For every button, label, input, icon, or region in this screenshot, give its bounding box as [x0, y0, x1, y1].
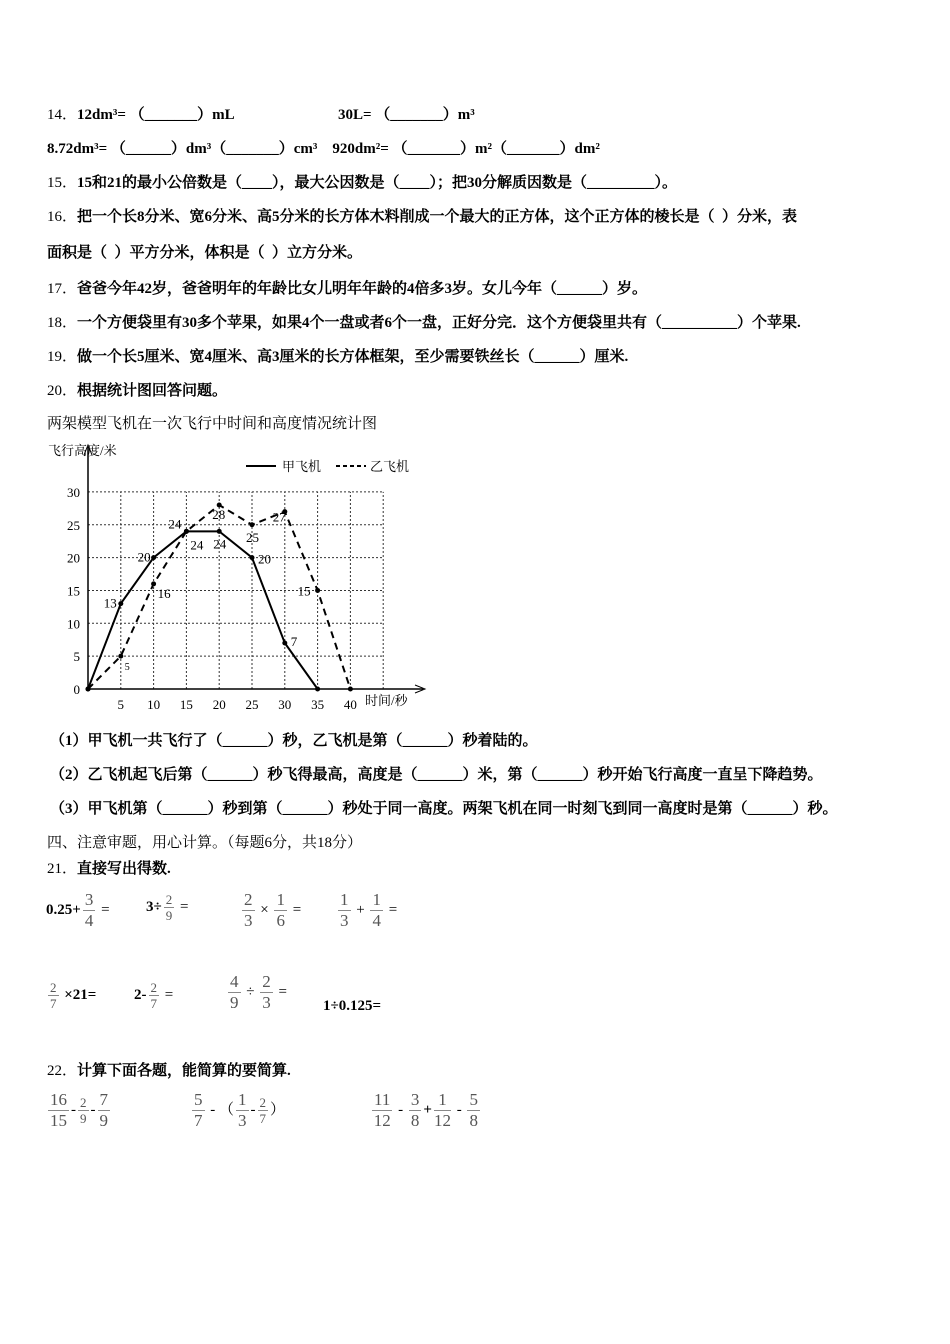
- q21-text: 直接写出得数.: [77, 861, 171, 877]
- expr-text: =: [97, 901, 110, 918]
- q-number: 20．: [47, 383, 78, 399]
- fraction: [164, 892, 175, 923]
- numerator: 1: [340, 890, 349, 909]
- denominator: 8: [469, 1111, 478, 1130]
- legend-label: 甲飞机: [282, 459, 322, 474]
- denominator: 4: [84, 911, 94, 930]
- x-tick-label: 15: [179, 697, 193, 712]
- y-tick-label: 10: [67, 616, 80, 632]
- calc21-3: [240, 890, 301, 931]
- q-number: 14．: [47, 107, 78, 123]
- expr-text: =: [161, 986, 174, 1003]
- calc21-2: [146, 892, 188, 923]
- data-point: [184, 529, 189, 534]
- q15-text: 15和21的最小公倍数是（____），最大公因数是（____）；把30分解质因数是（_________）。: [77, 175, 678, 191]
- fraction: [48, 1090, 69, 1131]
- q21: [47, 857, 171, 878]
- series-line-jia: [88, 531, 318, 689]
- denominator: 7: [50, 996, 57, 1011]
- operator: - （: [206, 1101, 234, 1118]
- calc22-1: [46, 1090, 112, 1131]
- x-tick-label: 5: [117, 697, 125, 712]
- q16: [47, 205, 797, 226]
- fraction: [48, 980, 59, 1011]
- expr-text: =: [176, 898, 189, 915]
- numerator: 11: [374, 1090, 391, 1109]
- fraction: [258, 1095, 269, 1126]
- q14-text: 12dm³= （_______）mL: [77, 107, 235, 123]
- expr-text: 3÷: [146, 898, 162, 915]
- data-label: 24: [190, 537, 204, 553]
- numerator: 2: [262, 972, 271, 991]
- calc22-2: [190, 1090, 285, 1131]
- calc21-7: [226, 972, 287, 1013]
- q19: [47, 345, 628, 366]
- denominator: 9: [230, 993, 239, 1012]
- x-tick-label: 25: [245, 697, 259, 712]
- data-label: 20: [258, 551, 271, 567]
- operator: -: [71, 1101, 76, 1118]
- expr-text: 2-: [134, 986, 147, 1003]
- q-number: 21．: [47, 861, 78, 877]
- data-point: [118, 654, 123, 659]
- fraction: [236, 1090, 249, 1131]
- q14-line2: 8.72dm³= （______）dm³（_______）cm³ 920dm²= （_______）m²（_______）dm²: [47, 141, 600, 157]
- q-number: 16．: [47, 209, 78, 225]
- x-tick-label: 40: [343, 697, 357, 712]
- data-label: 7: [290, 634, 298, 650]
- operator: -: [452, 1101, 466, 1118]
- numerator: 2: [50, 980, 57, 995]
- fraction: [434, 1090, 451, 1131]
- denominator: 9: [99, 1111, 108, 1130]
- q16-cont: 面积是（ ）平方分米，体积是（ ）立方分米。: [47, 245, 363, 261]
- fraction: [409, 1090, 422, 1131]
- data-point: [217, 529, 222, 534]
- data-label: 27: [272, 509, 286, 525]
- denominator: 3: [244, 911, 253, 930]
- q18-text: 一个方便袋里有30多个苹果，如果4个一盘或者6个一盘，正好分完．这个方便袋里共有（__________）个苹果.: [77, 315, 801, 331]
- y-tick-label: 15: [67, 583, 80, 599]
- operator: ÷: [242, 983, 259, 1000]
- y-tick-label: 5: [73, 649, 80, 665]
- denominator: 3: [238, 1111, 247, 1130]
- chart-title: 两架模型飞机在一次飞行中时间和高度情况统计图: [47, 416, 378, 432]
- data-point: [151, 581, 156, 586]
- q19-text: 做一个长5厘米、宽4厘米、高3厘米的长方体框架，至少需要铁丝长（______）厘米.: [77, 349, 629, 365]
- line-chart: [40, 435, 440, 715]
- denominator: 9: [80, 1111, 87, 1126]
- q20-part2: （2）乙飞机起飞后第（______）秒飞得最高，高度是（______）米，第（______）秒开始飞行高度一直呈下降趋势。: [50, 767, 823, 783]
- operator: +: [423, 1101, 432, 1118]
- expr-text: =: [274, 983, 287, 1000]
- fraction: [192, 1090, 205, 1131]
- operator: -: [90, 1101, 96, 1118]
- y-tick-label: 20: [67, 550, 80, 566]
- fraction: [372, 1090, 392, 1131]
- fraction: [228, 972, 241, 1013]
- expr-text: =: [384, 901, 398, 918]
- y-tick-label: 30: [67, 484, 80, 500]
- q-number: 17．: [47, 281, 78, 297]
- q20: [47, 379, 227, 400]
- numerator: 3: [84, 890, 94, 909]
- numerator: 1: [238, 1090, 247, 1109]
- expr-text: =: [288, 901, 302, 918]
- x-tick-label: 35: [311, 697, 325, 712]
- fraction: [467, 1090, 480, 1131]
- q20-part3: （3）甲飞机第（______）秒到第（______）秒处于同一高度。两架飞机在同一时刻飞到同一高度时是第（______）秒。: [50, 801, 838, 817]
- denominator: 12: [433, 1111, 451, 1130]
- fraction: [149, 980, 160, 1011]
- numerator: 1: [434, 1090, 451, 1111]
- fraction: [260, 972, 273, 1013]
- q15: [47, 171, 677, 192]
- x-axis-label: 时间/秒: [365, 693, 408, 708]
- q-number: 22．: [47, 1063, 78, 1079]
- denominator: 4: [372, 911, 381, 930]
- q20-part1: （1）甲飞机一共飞行了（______）秒，乙飞机是第（______）秒着陆的。: [50, 733, 538, 749]
- denominator: 9: [165, 908, 173, 923]
- calc21-6: [134, 980, 173, 1011]
- fraction: [83, 890, 96, 931]
- q20-text: 根据统计图回答问题。: [77, 383, 228, 399]
- denominator: 3: [262, 993, 271, 1012]
- calc21-4: [336, 890, 397, 931]
- numerator: 3: [410, 1090, 420, 1109]
- denominator: 7: [194, 1111, 203, 1130]
- denominator: 8: [410, 1111, 420, 1130]
- denominator: 3: [340, 911, 349, 930]
- numerator: 5: [469, 1090, 478, 1109]
- legend-label: 乙飞机: [370, 459, 410, 474]
- y-axis-label: 飞行高度/米: [48, 443, 117, 458]
- data-label: 24: [213, 536, 227, 552]
- expr-text: ×21=: [60, 986, 97, 1003]
- x-tick-label: 10: [147, 697, 161, 712]
- denominator: 6: [276, 911, 285, 930]
- expr-text: 0.25+: [46, 901, 81, 918]
- q-number: 19．: [47, 349, 78, 365]
- numerator: 2: [244, 890, 253, 909]
- data-label: 15: [297, 583, 311, 599]
- fraction: [242, 890, 255, 931]
- data-point: [315, 588, 320, 593]
- section-4-heading: 四、注意审题，用心计算。（每题6分，共18分）: [47, 835, 363, 851]
- q14-line1b: 30L= （_______）m³: [338, 107, 475, 123]
- denominator: 15: [50, 1111, 67, 1130]
- numerator: 2: [259, 1095, 266, 1110]
- denominator: 7: [150, 996, 157, 1011]
- x-tick-label: 30: [278, 697, 292, 712]
- data-label: 5: [124, 662, 130, 674]
- fraction: [274, 890, 287, 931]
- denominator: 12: [373, 1111, 391, 1130]
- q18: [47, 311, 801, 332]
- calc22-3: [370, 1090, 482, 1131]
- q17-text: 爸爸今年42岁，爸爸明年的年龄比女儿明年年龄的4倍多3岁。女儿今年（______）岁。: [77, 281, 648, 297]
- fraction: [78, 1095, 89, 1126]
- paren: ）: [270, 1101, 286, 1118]
- numerator: 5: [194, 1090, 203, 1109]
- data-point: [86, 687, 91, 692]
- data-label: 13: [103, 595, 117, 611]
- q22-text: 计算下面各题，能简算的要简算.: [77, 1063, 291, 1079]
- data-point: [348, 687, 353, 692]
- q-number: 18．: [47, 315, 78, 331]
- data-point: [315, 687, 320, 692]
- data-point: [151, 555, 156, 560]
- operator: -: [250, 1101, 256, 1118]
- operator: -: [394, 1101, 407, 1118]
- fraction: [338, 890, 351, 931]
- fraction: [370, 890, 383, 931]
- q17: [47, 277, 647, 298]
- operator: ×: [256, 901, 273, 918]
- data-point: [250, 555, 255, 560]
- numerator: 4: [230, 972, 239, 991]
- data-label: 16: [157, 585, 171, 601]
- q22: [47, 1059, 291, 1080]
- fraction: [98, 1090, 111, 1131]
- calc21-1: [46, 890, 110, 931]
- numerator: 2: [165, 892, 173, 907]
- q16-text: 把一个长8分米、宽6分米、高5分米的长方体木料削成一个最大的正方体，这个正方体的棱长是（ ）分米，表: [77, 209, 798, 225]
- data-point: [282, 641, 287, 646]
- x-tick-label: 20: [212, 697, 226, 712]
- y-tick-label: 25: [67, 517, 80, 533]
- numerator: 2: [80, 1095, 87, 1110]
- numerator: 1: [276, 890, 285, 909]
- y-tick-label: 0: [73, 682, 80, 697]
- data-label: 24: [168, 516, 182, 532]
- numerator: 1: [372, 890, 381, 909]
- calc21-5: [46, 980, 96, 1011]
- numerator: 2: [150, 980, 157, 995]
- data-point: [118, 601, 123, 606]
- denominator: 7: [259, 1111, 266, 1126]
- data-label: 20: [137, 549, 151, 565]
- numerator: 7: [99, 1090, 108, 1109]
- q-number: 15．: [47, 175, 78, 191]
- q14-line1: [47, 103, 235, 124]
- data-label: 25: [246, 529, 259, 545]
- data-label: 28: [212, 507, 226, 523]
- operator: +: [352, 901, 369, 918]
- numerator: 16: [50, 1090, 67, 1109]
- calc21-8: 1÷0.125=: [323, 998, 382, 1014]
- data-point: [250, 522, 255, 527]
